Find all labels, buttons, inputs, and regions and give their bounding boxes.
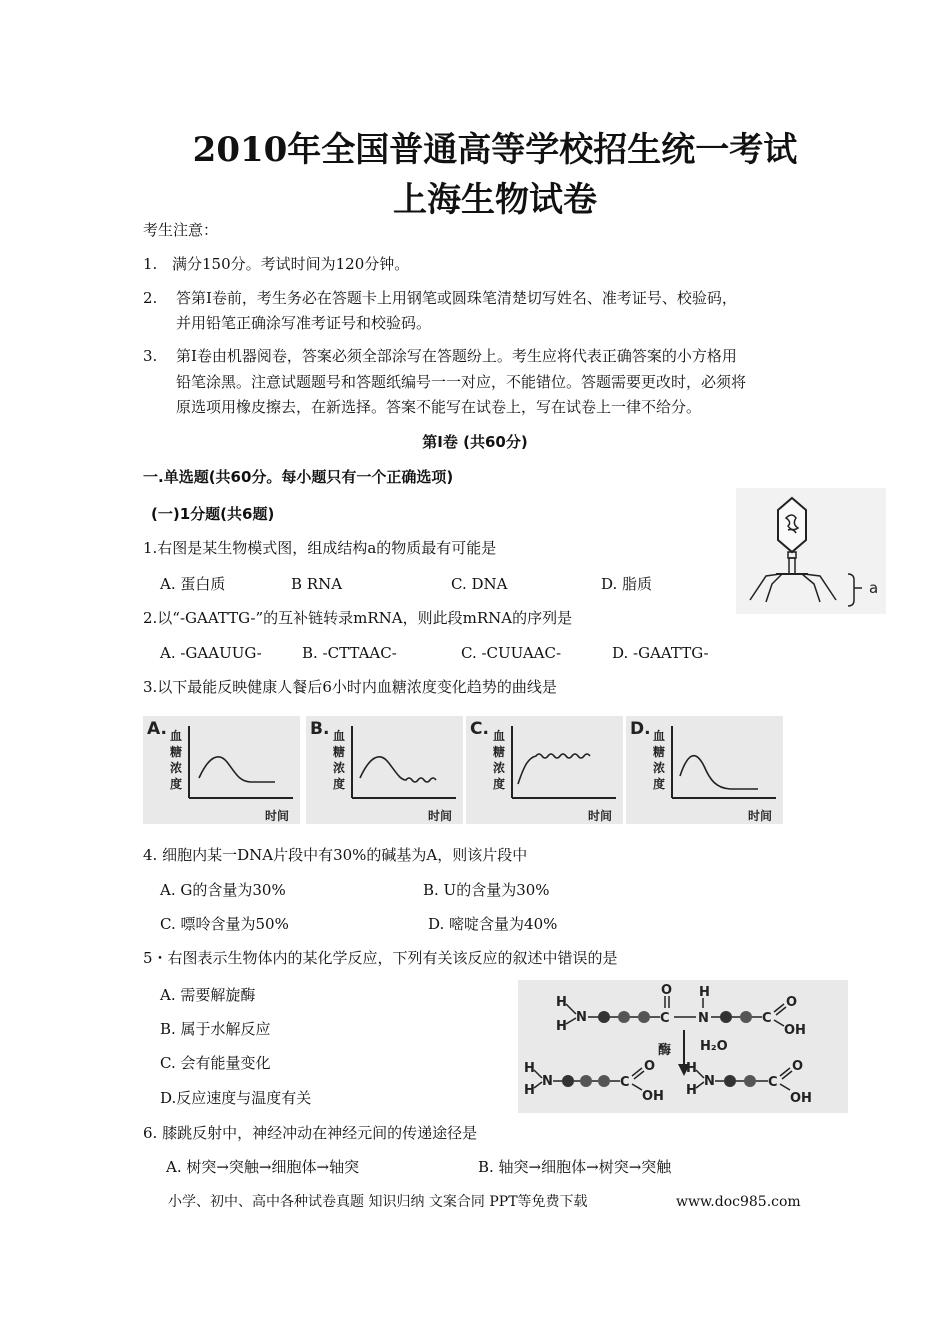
notice-item-3-line1: 第Ⅰ卷由机器阅卷，答案必须全部涂写在答题纷上。考生应将代表正确答案的小方格用 bbox=[176, 347, 737, 365]
q1-option-a: A. 蛋白质 bbox=[160, 575, 226, 593]
q5-br-h2: H bbox=[686, 1083, 697, 1098]
footer-url[interactable]: www.doc985.com bbox=[676, 1194, 801, 1210]
notice-item-3-line3: 原选项用橡皮擦去，在新选择。答案不能写在试卷上，写在试卷上一律不给分。 bbox=[176, 398, 702, 416]
q3-graph-b-x: 时间 bbox=[428, 809, 453, 823]
q5-top-oh: OH bbox=[784, 1023, 806, 1038]
q5-bl-n: N bbox=[542, 1074, 553, 1089]
q3-graph-a bbox=[143, 716, 300, 824]
q3-stem: 3.以下最能反映健康人餐后6小时内血糖浓度变化趋势的曲线是 bbox=[143, 678, 557, 696]
q1-option-b: B RNA bbox=[291, 575, 343, 593]
q3-graph-d-letter: D. bbox=[630, 719, 651, 739]
notice-item-3-line2: 铅笔涂黑。注意试题题号和答题纸编号一一对应，不能错位。答题需要更改时，必须将 bbox=[176, 373, 747, 391]
q3-graph-c-y1: 血 bbox=[493, 729, 506, 743]
q5-bl-o: O bbox=[644, 1059, 656, 1074]
notice-item-2-line2: 并用铅笔正确涂写准考证号和校验码。 bbox=[176, 314, 432, 332]
q3-graph-c-y2: 糖 bbox=[493, 745, 506, 759]
volume-title: 第Ⅰ卷 (共60分) bbox=[422, 433, 528, 451]
q3-graph-a-x: 时间 bbox=[265, 809, 290, 823]
q5-option-a: A. 需要解旋酶 bbox=[160, 986, 256, 1004]
q5-top-h2: H bbox=[556, 1019, 567, 1034]
q3-graph-a-y2: 糖 bbox=[170, 745, 183, 759]
q5-option-c: C. 会有能量变化 bbox=[160, 1054, 271, 1072]
q5-br-o: O bbox=[792, 1059, 804, 1074]
q3-graph-a-y4: 度 bbox=[170, 777, 183, 791]
q4-option-c: C. 嘌呤含量为50% bbox=[160, 915, 289, 933]
q5-option-b: B. 属于水解反应 bbox=[160, 1020, 271, 1038]
q2-option-c: C. -CUUAAC- bbox=[461, 644, 562, 662]
q3-graph-d-y1: 血 bbox=[653, 729, 666, 743]
q3-graph-c-y3: 浓 bbox=[493, 761, 506, 775]
exam-title-line2: 上海生物试卷 bbox=[393, 180, 597, 220]
q5-br-c: C bbox=[768, 1075, 778, 1090]
q3-graph-d-y3: 浓 bbox=[653, 761, 666, 775]
q5-top-c2: C bbox=[762, 1011, 772, 1026]
q5-bl-h2: H bbox=[524, 1083, 535, 1098]
q3-graph-a-y1: 血 bbox=[170, 729, 183, 743]
q5-top-o2: O bbox=[786, 995, 798, 1010]
q4-stem: 4. 细胞内某一DNA片段中有30%的碱基为A，则该片段中 bbox=[143, 846, 528, 864]
notice-heading: 考生注意： bbox=[143, 221, 219, 239]
notice-item-2-line1: 答第Ⅰ卷前，考生务必在答题卡上用钢笔或圆珠笔清楚切写姓名、准考证号、校验码， bbox=[176, 289, 737, 307]
q5-top-n2: N bbox=[698, 1011, 709, 1026]
q5-top-n1: N bbox=[576, 1010, 587, 1025]
q1-option-c: C. DNA bbox=[451, 575, 508, 593]
notice-item-1-num: 1. bbox=[143, 255, 158, 273]
q5-reaction-figure bbox=[518, 980, 848, 1113]
q3-graph-d bbox=[626, 716, 783, 824]
q3-graph-c-letter: C. bbox=[470, 719, 489, 739]
q5-top-o1: O bbox=[661, 983, 673, 998]
q5-top-h3: H bbox=[699, 985, 710, 1000]
notice-item-3-num: 3. bbox=[143, 347, 158, 365]
q5-reaction-drawing bbox=[518, 980, 848, 1113]
q3-graph-b-y4: 度 bbox=[333, 777, 346, 791]
q3-graph-d-y4: 度 bbox=[653, 777, 666, 791]
exam-title-line1: 2010年全国普通高等学校招生统一考试 bbox=[192, 130, 798, 170]
q5-bl-h1: H bbox=[524, 1061, 535, 1076]
q3-graph-c bbox=[466, 716, 623, 824]
footer-text: 小学、初中、高中各种试卷真题 知识归纳 文案合同 PPT等免费下载 bbox=[168, 1194, 588, 1210]
q3-graph-d-y2: 糖 bbox=[653, 745, 666, 759]
q2-stem: 2.以“-GAATTG-”的互补链转录mRNA，则此段mRNA的序列是 bbox=[143, 609, 573, 627]
q5-bl-c: C bbox=[620, 1075, 630, 1090]
phage-drawing bbox=[736, 488, 886, 614]
q3-graph-c-y4: 度 bbox=[493, 777, 506, 791]
phage-label-a: a bbox=[869, 579, 879, 597]
q3-graph-b bbox=[306, 716, 463, 824]
q5-top-h1: H bbox=[556, 995, 567, 1010]
q5-br-oh: OH bbox=[790, 1091, 812, 1106]
q5-br-h1: H bbox=[686, 1061, 697, 1076]
q3-graph-d-x: 时间 bbox=[748, 809, 773, 823]
notice-item-2-num: 2. bbox=[143, 289, 158, 307]
q5-top-c1: C bbox=[660, 1011, 670, 1026]
q1-stem: 1.右图是某生物模式图，组成结构a的物质最有可能是 bbox=[143, 539, 497, 557]
q5-water-label: H₂O bbox=[700, 1039, 728, 1054]
q3-graph-b-letter: B. bbox=[310, 719, 330, 739]
q6-option-b: B. 轴突→细胞体→树突→突触 bbox=[478, 1158, 672, 1176]
q5-stem: 5・右图表示生物体内的某化学反应，下列有关该反应的叙述中错误的是 bbox=[143, 949, 618, 967]
q3-graph-b-y3: 浓 bbox=[333, 761, 346, 775]
q4-option-a: A. G的含量为30% bbox=[160, 881, 286, 899]
q4-option-d: D. 嘧啶含量为40% bbox=[428, 915, 558, 933]
part-title: 一.单选题(共60分。每小题只有一个正确选项) bbox=[143, 468, 454, 486]
q1-option-d: D. 脂质 bbox=[601, 575, 653, 593]
q5-br-n: N bbox=[704, 1074, 715, 1089]
notice-item-1-line: 满分150分。考试时间为120分钟。 bbox=[172, 255, 410, 273]
q6-stem: 6. 膝跳反射中，神经冲动在神经元间的传递途径是 bbox=[143, 1124, 478, 1142]
q2-option-b: B. -CTTAAC- bbox=[302, 644, 397, 662]
q6-option-a: A. 树突→突触→细胞体→轴突 bbox=[166, 1158, 360, 1176]
sub-title: (一)1分题(共6题) bbox=[151, 505, 275, 523]
q3-graph-a-letter: A. bbox=[147, 719, 167, 739]
q3-graph-b-y1: 血 bbox=[333, 729, 346, 743]
q3-graph-a-y3: 浓 bbox=[170, 761, 183, 775]
q2-option-a: A. -GAAUUG- bbox=[160, 644, 262, 662]
phage-figure bbox=[736, 488, 886, 614]
q3-graph-c-x: 时间 bbox=[588, 809, 613, 823]
q5-option-d: D.反应速度与温度有关 bbox=[160, 1089, 312, 1107]
q3-graph-b-y2: 糖 bbox=[333, 745, 346, 759]
q2-option-d: D. -GAATTG- bbox=[612, 644, 709, 662]
q5-enzyme-label: 酶 bbox=[658, 1043, 672, 1058]
q4-option-b: B. U的含量为30% bbox=[423, 881, 550, 899]
q5-bl-oh: OH bbox=[642, 1089, 664, 1104]
